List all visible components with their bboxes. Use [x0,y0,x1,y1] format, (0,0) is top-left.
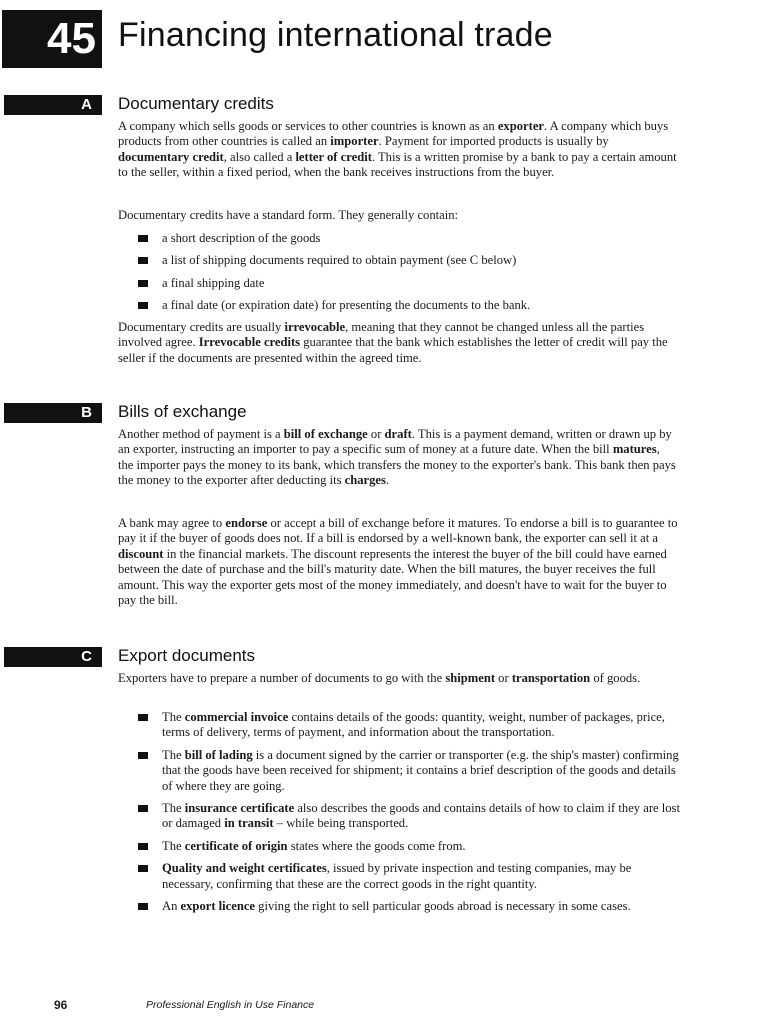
bullet-square-icon [138,257,148,264]
section-c-marker: C [4,647,102,667]
bullet-square-icon [138,805,148,812]
unit-number: 45 [2,10,102,68]
section-b-paragraph-2: A bank may agree to endorse or accept a bill of exchange before it matures. To endorse a bill is to guarantee to pay it if the buyer of goods does not. If a bill is endorsed by a well-known bank, the exporter can sell it at a discount in the financial markets. The discount represents the interest the buyer of the bill could have earned between the date of purchase and the bill's maturity date. When the bill matures, the buyer receives the full amount. This way the exporter gets most of the money immediately, and doesn't have to wait for the buyer to pay the bill. [118,516,678,608]
unit-title: Financing international trade [118,16,553,54]
list-item: a final date (or expiration date) for presenting the documents to the bank. [136,298,681,313]
section-a-marker: A [4,95,102,115]
section-b-marker: B [4,403,102,423]
bullet-square-icon [138,302,148,309]
list-item: The bill of lading is a document signed by the carrier or transporter (e.g. the ship's master) confirming that the goods have been received for shipment; it contains a brief description of the goods and details of where they are going. [136,748,681,794]
section-a-paragraph-2: Documentary credits have a standard form. They generally contain: [118,208,459,222]
list-item: a final shipping date [136,276,681,291]
section-c-paragraph-1: Exporters have to prepare a number of documents to go with the shipment or transportation of goods. [118,671,641,685]
list-item: a list of shipping documents required to obtain payment (see C below) [136,253,681,268]
list-item: The commercial invoice contains details of the goods: quantity, weight, number of packages, price, terms of delivery, terms of payment, and information about the transportation. [136,710,681,741]
list-item: An export licence giving the right to sell particular goods abroad is necessary in some cases. [136,899,681,914]
section-a-paragraph-3: Documentary credits are usually irrevocable, meaning that they cannot be changed unless all the parties involved agree. Irrevocable credits guarantee that the bank which establishes the letter of credit will pay the seller if the documents are presented within the agreed time. [118,320,668,365]
section-a-paragraph-1: A company which sells goods or services to other countries is known as an exporter. A company which buys products from other countries is called an importer. Payment for imported products is usually by documentary credit, also called a letter of credit. This is a written promise by a bank to pay a certain amount to the seller, within a fixed period, when the bank receives instructions from the buyer. [118,119,677,180]
list-item: The certificate of origin states where the goods come from. [136,839,681,854]
section-b-title: Bills of exchange [118,402,247,421]
bullet-square-icon [138,714,148,721]
bullet-square-icon [138,235,148,242]
section-a-bullet-list [136,231,681,314]
bullet-square-icon [138,903,148,910]
list-item: The insurance certificate also describes the goods and contains details of how to claim if they are lost or damaged in transit – while being transported. [136,801,681,832]
list-item: Quality and weight certificates, issued by private inspection and testing companies, may be necessary, confirming that these are the correct goods in the right quantity. [136,861,681,892]
book-title: Professional English in Use Finance [146,999,315,1011]
bullet-square-icon [138,280,148,287]
page-number: 96 [54,998,68,1012]
section-c-bullet-list [136,710,681,921]
bullet-square-icon [138,865,148,872]
bullet-square-icon [138,843,148,850]
section-a-title: Documentary credits [118,94,274,113]
unit-header [0,8,700,70]
section-c-title: Export documents [118,646,256,665]
list-item: a short description of the goods [136,231,681,246]
section-b-paragraph-1: Another method of payment is a bill of exchange or draft. This is a payment demand, written or drawn up by an exporter, instructing an importer to pay a specific sum of money at a future date. When the bill matures, the importer pays the money to its bank, which transfers the money to the exporter's bank. This bank then pays the money to the exporter after deducting its charges. [118,427,676,488]
bullet-square-icon [138,752,148,759]
